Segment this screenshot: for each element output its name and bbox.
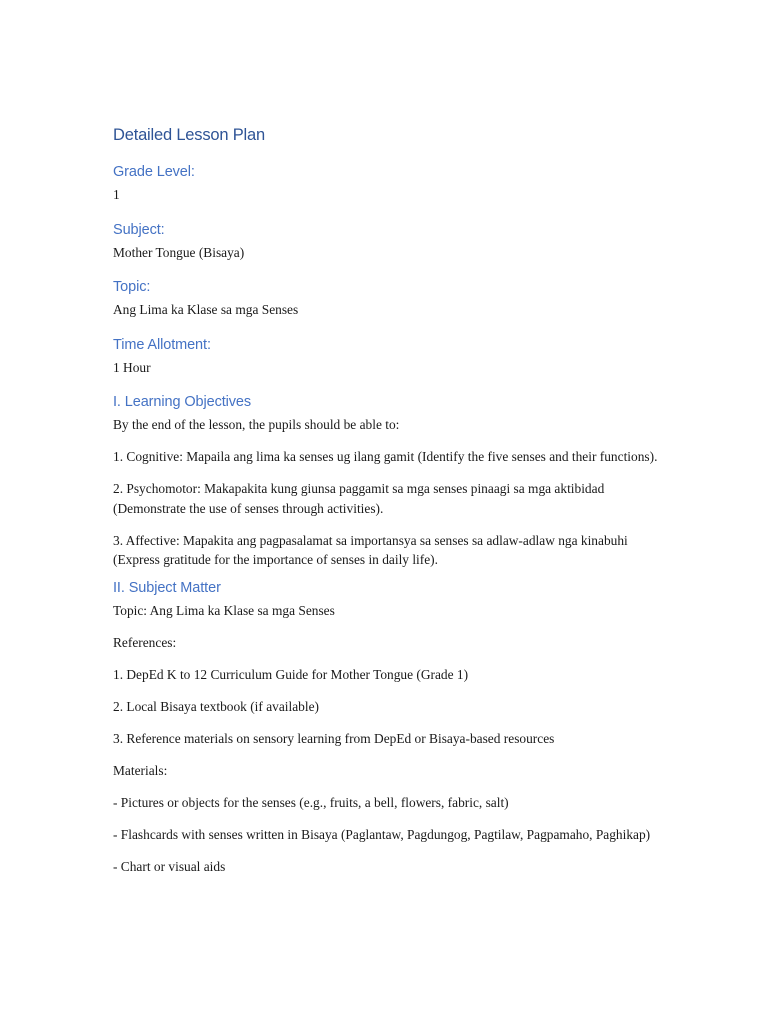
objective-item: 2. Psychomotor: Makapakita kung giunsa paggamit sa mga senses pinaagi sa mga aktibidad (Demonstrate the use of senses through activities).	[113, 481, 605, 516]
objective-item: 3. Affective: Mapakita ang pagpasalamat sa importansya sa senses sa adlaw-adlaw nga kinabuhi (Express gratitude for the importance of senses in daily life).	[113, 532, 628, 567]
topic-value: Ang Lima ka Klase sa mga Senses	[113, 302, 299, 317]
objectives-intro: By the end of the lesson, the pupils should be able to:	[113, 417, 400, 432]
document-title: Detailed Lesson Plan	[113, 126, 265, 144]
material-item: - Chart or visual aids	[113, 858, 226, 874]
reference-item: 1. DepEd K to 12 Curriculum Guide for Mother Tongue (Grade 1)	[113, 666, 469, 682]
material-item: - Flashcards with senses written in Bisaya (Paglantaw, Pagdungog, Pagtilaw, Pagpamaho, Paghikap)	[113, 826, 651, 842]
subject-matter-topic: Topic: Ang Lima ka Klase sa mga Senses	[113, 602, 335, 618]
reference-item: 3. Reference materials on sensory learning from DepEd or Bisaya-based resources	[113, 730, 555, 746]
objective-item: 1. Cognitive: Mapaila ang lima ka senses ug ilang gamit (Identify the five senses and their functions).	[113, 449, 658, 464]
time-allotment-value: 1 Hour	[113, 359, 151, 375]
subject-matter-heading: II. Subject Matter	[113, 579, 221, 596]
time-allotment-heading: Time Allotment:	[113, 336, 211, 353]
learning-objectives-heading: I. Learning Objectives	[113, 394, 252, 410]
document-page	[113, 124, 658, 889]
references-label: References:	[113, 634, 177, 650]
material-item: - Pictures or objects for the senses (e.g., fruits, a bell, flowers, fabric, salt)	[113, 794, 509, 810]
materials-label: Materials:	[113, 762, 168, 778]
topic-heading: Topic:	[113, 279, 151, 295]
grade-level-value: 1	[113, 187, 120, 202]
grade-level-heading: Grade Level:	[113, 164, 195, 180]
reference-item: 2. Local Bisaya textbook (if available)	[113, 698, 319, 714]
subject-value: Mother Tongue (Bisaya)	[113, 244, 245, 260]
subject-heading: Subject:	[113, 221, 165, 238]
